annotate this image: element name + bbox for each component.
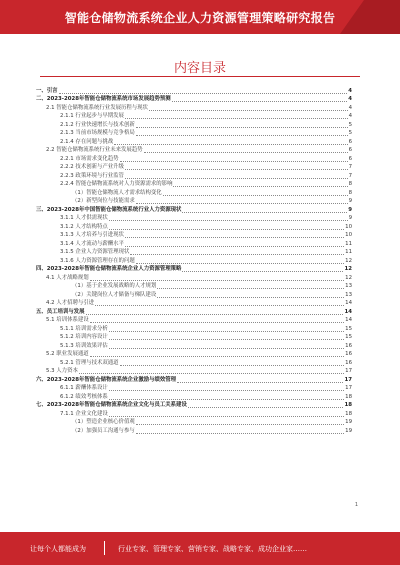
toc-entry-page: 13 bbox=[345, 291, 352, 298]
toc-entry-page: 14 bbox=[344, 308, 352, 315]
toc-entry-title: 5.2 职业发展通道 bbox=[46, 351, 89, 357]
toc-entry-title: （2）新型岗位与技能需求 bbox=[72, 198, 135, 204]
toc-entry[interactable] bbox=[36, 239, 352, 248]
report-title: 智能仓储物流系统企业人力资源管理策略研究报告 bbox=[64, 11, 336, 25]
toc-leader-dots bbox=[114, 144, 347, 145]
toc-leader-dots bbox=[109, 220, 348, 221]
toc-leader-dots bbox=[136, 263, 344, 264]
toc-entry-page: 5 bbox=[348, 121, 352, 128]
toc-entry[interactable] bbox=[36, 426, 352, 435]
footer-tags: 行业专家、管理专家、营销专家、战略专家、成功企业家…… bbox=[118, 545, 307, 553]
toc-leader-dots bbox=[125, 178, 348, 179]
toc-entry-title: 七、2023-2028年智能仓储物流系统企业文化与员工关系建设 bbox=[36, 402, 187, 408]
toc-entry-page: 15 bbox=[345, 325, 352, 332]
toc-leader-dots bbox=[86, 314, 344, 315]
toc-entry-title: 2.1.1 行业起步与早期发展 bbox=[60, 113, 124, 119]
toc-entry[interactable] bbox=[36, 214, 352, 223]
toc-leader-dots bbox=[120, 161, 348, 162]
toc-entry-title: 三、2023-2028年中国智能仓储物流系统行业人力资源现状 bbox=[36, 206, 182, 213]
toc-entry-page: 9 bbox=[348, 215, 352, 221]
toc-entry-title: 四、2023-2028年智能仓储物流系统企业人力资源管理策略 bbox=[36, 266, 182, 272]
toc-entry[interactable] bbox=[36, 316, 352, 325]
toc-leader-dots bbox=[125, 169, 348, 170]
toc-divider bbox=[40, 76, 360, 77]
toc-entry[interactable] bbox=[36, 324, 352, 333]
toc-entry-page: 16 bbox=[345, 359, 352, 366]
toc-entry[interactable] bbox=[36, 188, 352, 197]
toc-entry[interactable] bbox=[36, 409, 352, 418]
toc-entry[interactable] bbox=[36, 418, 352, 427]
toc-heading: 内容目录 bbox=[173, 61, 226, 76]
toc-entry-title: 4.1 人才战略规划 bbox=[46, 274, 89, 281]
toc-entry-title: 3.1.2 人才结构特点 bbox=[60, 223, 108, 230]
toc-entry[interactable] bbox=[36, 137, 352, 146]
toc-entry[interactable] bbox=[36, 341, 352, 350]
toc-entry-page: 14 bbox=[345, 300, 352, 306]
toc-entry-title: 六、2023-2028年智能仓储物流系统企业激励与绩效管理 bbox=[36, 376, 177, 383]
toc-entry-page: 18 bbox=[344, 402, 352, 408]
toc-leader-dots bbox=[90, 280, 345, 281]
toc-entry-title: 2.1.2 行业快速增长与技术创新 bbox=[60, 121, 135, 128]
toc-entry-title: 一、引言 bbox=[36, 87, 58, 94]
page-number: 1 bbox=[354, 502, 358, 508]
toc-entry-page: 4 bbox=[348, 113, 352, 119]
toc-entry-title: 2.2.1 市场需求变化趋势 bbox=[60, 155, 119, 162]
toc-leader-dots bbox=[163, 195, 348, 196]
toc-entry-page: 17 bbox=[345, 368, 352, 374]
toc-entry[interactable] bbox=[36, 248, 352, 257]
toc-entry[interactable] bbox=[36, 401, 352, 410]
toc-entry-title: （1）塑造企业核心价值观 bbox=[72, 419, 135, 425]
footer-separator bbox=[104, 541, 105, 555]
toc-entry[interactable] bbox=[36, 333, 352, 342]
toc-entry[interactable] bbox=[36, 273, 352, 282]
toc-entry[interactable] bbox=[36, 299, 352, 308]
toc-entry[interactable] bbox=[36, 265, 352, 274]
toc-entry[interactable] bbox=[36, 231, 352, 240]
toc-leader-dots bbox=[90, 356, 345, 357]
toc-entry[interactable] bbox=[36, 384, 352, 393]
toc-entry-title: 2.1.3 当前市场规模与竞争格局 bbox=[60, 130, 135, 136]
toc-entry[interactable] bbox=[36, 367, 352, 376]
toc-entry-page: 18 bbox=[345, 393, 352, 400]
toc-entry-page: 12 bbox=[344, 266, 352, 272]
toc-entry-title: 7.1.1 企业文化建设 bbox=[60, 410, 108, 417]
toc-entry[interactable] bbox=[36, 307, 352, 316]
toc-entry-title: 5.3 人力资本 bbox=[46, 368, 78, 374]
toc-entry-page: 9 bbox=[348, 206, 352, 213]
toc-entry-title: 5.1.2 培训内容设计 bbox=[60, 334, 108, 340]
toc-leader-dots bbox=[172, 101, 348, 102]
toc-entry-page: 8 bbox=[348, 189, 352, 196]
toc-leader-dots bbox=[125, 246, 344, 247]
toc-entry-page: 10 bbox=[345, 232, 352, 238]
toc-leader-dots bbox=[95, 305, 344, 306]
toc-entry-page: 7 bbox=[348, 172, 352, 179]
toc-entry-page: 8 bbox=[348, 181, 352, 187]
toc-leader-dots bbox=[109, 348, 344, 349]
toc-entry-page: 7 bbox=[348, 164, 352, 170]
toc-entry[interactable] bbox=[36, 282, 352, 291]
top-banner bbox=[0, 0, 400, 34]
toc-entry[interactable] bbox=[36, 129, 352, 138]
toc-entry-page: 15 bbox=[345, 334, 352, 340]
toc-leader-dots bbox=[136, 127, 348, 128]
toc-entry-title: 3.1.1 人才供需现状 bbox=[60, 215, 108, 221]
toc-entry[interactable] bbox=[36, 222, 352, 231]
toc-leader-dots bbox=[109, 339, 344, 340]
toc-entry-title: 6.1.2 绩效考核体系 bbox=[60, 393, 108, 400]
toc-entry-title: 二、2023-2028年智能仓储物流系统市场发展趋势预测 bbox=[36, 96, 171, 102]
toc-entry-page: 19 bbox=[345, 427, 352, 434]
toc-leader-dots bbox=[109, 390, 344, 391]
toc-leader-dots bbox=[157, 297, 344, 298]
toc-entry-title: 2.2.2 技术创新与产业升级 bbox=[60, 164, 124, 170]
toc-entry[interactable] bbox=[36, 146, 352, 155]
toc-entry-title: 6.1.1 薪酬体系设计 bbox=[60, 385, 108, 391]
footer-slogan: 让每个人都能成为 bbox=[30, 545, 86, 553]
toc-entry-title: （1）基于企业发展战略的人才规划 bbox=[72, 283, 157, 289]
toc-leader-dots bbox=[120, 365, 345, 366]
toc-entry-page: 16 bbox=[345, 351, 352, 357]
toc-entry-page: 17 bbox=[345, 385, 352, 391]
toc-leader-dots bbox=[90, 322, 345, 323]
toc-entry-page: 12 bbox=[345, 274, 352, 281]
toc-leader-dots bbox=[130, 254, 344, 255]
toc-leader-dots bbox=[125, 118, 348, 119]
toc-leader-dots bbox=[177, 382, 343, 383]
toc-entry-title: （2）关键岗位人才储备与梯队建设 bbox=[72, 291, 157, 298]
toc-entry-page: 17 bbox=[344, 376, 352, 383]
toc-leader-dots bbox=[136, 433, 344, 434]
toc-leader-dots bbox=[149, 110, 348, 111]
toc-entry[interactable] bbox=[36, 197, 352, 206]
toc-entry-title: 2.2.4 智能仓储物流系统对人力资源需求的影响 bbox=[60, 181, 173, 187]
toc-leader-dots bbox=[109, 331, 344, 332]
toc-leader-dots bbox=[188, 407, 344, 408]
toc-entry-title: （1）智能仓储物流人才需求结构变化 bbox=[72, 189, 162, 196]
toc-leader-dots bbox=[173, 186, 347, 187]
toc-entry[interactable] bbox=[36, 180, 352, 189]
toc-entry-title: 4.2 人才招聘与引进 bbox=[46, 300, 95, 306]
toc-entry-page: 4 bbox=[348, 96, 352, 102]
toc-entry[interactable] bbox=[36, 256, 352, 265]
toc-entry-page: 13 bbox=[345, 283, 352, 289]
toc-entry-page: 16 bbox=[345, 342, 352, 349]
toc-entry-title: 3.1.3 人才培养与引进现状 bbox=[60, 232, 124, 238]
toc-leader-dots bbox=[79, 373, 344, 374]
toc-entry-title: 2.1.4 存在问题与挑战 bbox=[60, 138, 114, 145]
toc-entry[interactable] bbox=[36, 112, 352, 121]
toc-leader-dots bbox=[182, 271, 343, 272]
toc-entry-title: 3.1.5 企业人力资源管理现状 bbox=[60, 249, 130, 255]
toc-leader-dots bbox=[109, 416, 344, 417]
toc-leader-dots bbox=[59, 93, 348, 94]
toc-entry-title: 五、员工培训与发展 bbox=[36, 308, 85, 315]
toc-leader-dots bbox=[136, 135, 348, 136]
toc-entry-title: 5.1.3 培训效果评估 bbox=[60, 342, 108, 349]
toc-entry-page: 9 bbox=[348, 198, 352, 204]
toc-entry-page: 6 bbox=[348, 138, 352, 145]
toc-entry-page: 6 bbox=[348, 155, 352, 162]
toc-leader-dots bbox=[136, 203, 348, 204]
toc-entry-page: 10 bbox=[345, 223, 352, 230]
toc-entry[interactable] bbox=[36, 103, 352, 112]
toc-entry-title: 2.2 智能仓储物流系统行业未来发展趋势 bbox=[46, 147, 143, 153]
toc-entry[interactable] bbox=[36, 86, 352, 95]
toc-entry-title: 3.1.4 人才流动与薪酬水平 bbox=[60, 240, 124, 247]
toc-entry-page: 5 bbox=[348, 130, 352, 136]
toc-entry[interactable] bbox=[36, 358, 352, 367]
toc-entry-title: 3.1.6 人力资源管理存在的问题 bbox=[60, 257, 135, 264]
toc-entry-title: 2.1 智能仓储物流系统行业发展历程与现状 bbox=[46, 104, 148, 111]
toc-entry-page: 19 bbox=[345, 419, 352, 425]
toc-leader-dots bbox=[109, 229, 344, 230]
toc-entry[interactable] bbox=[36, 350, 352, 359]
toc-entry[interactable] bbox=[36, 154, 352, 163]
toc-leader-dots bbox=[136, 424, 344, 425]
toc-leader-dots bbox=[109, 399, 344, 400]
toc-leader-dots bbox=[157, 288, 344, 289]
toc-entry[interactable] bbox=[36, 205, 352, 214]
toc-entry[interactable] bbox=[36, 171, 352, 180]
toc-leader-dots bbox=[125, 237, 344, 238]
toc-entry-page: 4 bbox=[348, 87, 352, 94]
toc-entry[interactable] bbox=[36, 120, 352, 129]
toc-entry[interactable] bbox=[36, 375, 352, 384]
toc-entry[interactable] bbox=[36, 163, 352, 172]
toc-entry-page: 18 bbox=[345, 410, 352, 417]
toc-entry[interactable] bbox=[36, 95, 352, 104]
toc-entry-title: 5.1 培训体系建设 bbox=[46, 317, 89, 323]
toc-entry[interactable] bbox=[36, 392, 352, 401]
toc-entry-title: （2）加强员工沟通与参与 bbox=[72, 427, 135, 434]
toc-entry-page: 14 bbox=[345, 317, 352, 323]
toc-entry-page: 11 bbox=[345, 249, 352, 255]
toc-entry-title: 2.2.3 政策环境与行业监管 bbox=[60, 172, 124, 179]
table-of-contents bbox=[36, 86, 352, 435]
toc-entry-title: 5.2.1 管理与技术双通道 bbox=[60, 359, 119, 366]
toc-entry-title: 5.1.1 培训需求分析 bbox=[60, 325, 108, 332]
toc-entry-page: 6 bbox=[348, 147, 352, 153]
toc-leader-dots bbox=[144, 152, 348, 153]
toc-leader-dots bbox=[182, 212, 347, 213]
toc-entry-page: 11 bbox=[345, 240, 352, 247]
bottom-banner bbox=[0, 532, 400, 565]
toc-entry-page: 12 bbox=[345, 257, 352, 264]
toc-entry[interactable] bbox=[36, 290, 352, 299]
toc-entry-page: 4 bbox=[348, 104, 352, 111]
